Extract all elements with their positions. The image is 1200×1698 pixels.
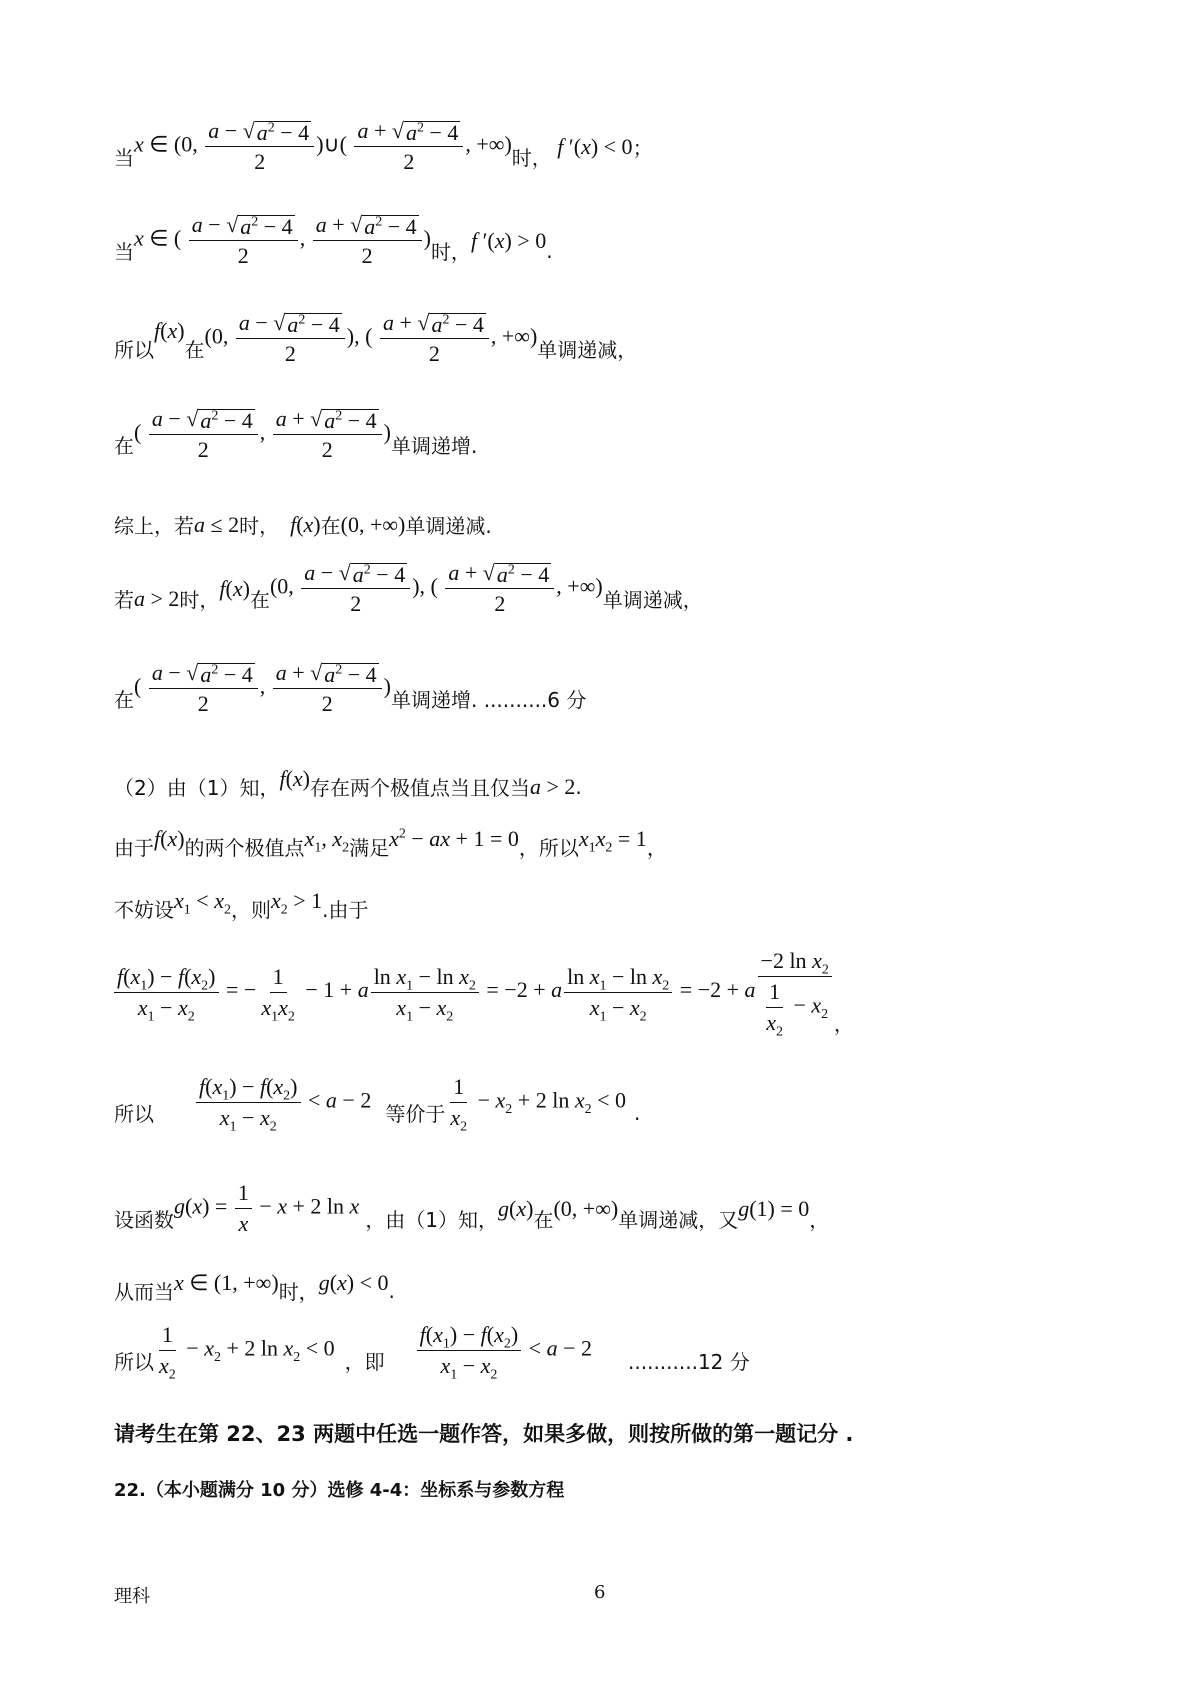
- case-decreasing-line: [114, 118, 653, 175]
- text-dengjia: 等价于: [385, 1102, 446, 1126]
- text-manzu: 满足: [349, 836, 390, 860]
- text-summary-prefix: 综上，若: [114, 514, 194, 538]
- text-shi: 时，: [278, 1280, 319, 1304]
- text-dang: 当: [114, 240, 134, 264]
- math-interval-union: x ∈ (0, a − √ $a^2 - 4$ 2 )∪( a + √ $a^2 - 4$ 2 , +∞): [134, 118, 512, 174]
- math-fx: f(x): [154, 825, 185, 851]
- math-difference-quotient: $\frac{f(x_1) - f(x_2)}{x_1 - x_2}$ = − $\frac{1}{x_1x_2}$ − 1 + a $\frac{\ln x_1 - \ln x_2}{x_1 - x_2}$ = −2 + a $\frac{\ln x_1 - \ln x_2}{x_1 - x_2}$ = −2 + a −2 $\ln x_2$ $\frac{1}{x_2}$ − $x_2$: [112, 948, 834, 1036]
- text-comma: ，: [809, 1208, 830, 1232]
- text-period: .: [575, 774, 582, 799]
- conclusion-increasing-line: [114, 406, 477, 463]
- text-dec-period: 单调递减.: [405, 514, 492, 538]
- text-ji: ，即: [344, 1350, 385, 1374]
- math-gx: g(x): [498, 1195, 534, 1221]
- math-fprime-positive: f ′(x) > 0: [470, 227, 547, 253]
- math-fx: f(x): [219, 575, 250, 601]
- math-interval: (0, +∞): [340, 511, 406, 537]
- text-period: .: [634, 1100, 641, 1125]
- text-congerdang: 从而当: [114, 1280, 174, 1304]
- text-zai: 在: [184, 338, 205, 362]
- assumption-line: [114, 887, 369, 923]
- text-youyu: 由于: [114, 836, 154, 860]
- math-inequality-b: $\frac{1}{x_2}$ − $x_2 + 2$ $\ln x_2 < 0$: [159, 1322, 335, 1383]
- part2-line: [114, 765, 582, 801]
- math-gx-definition: g(x) = $\frac{1}{x}$ − x + 2 ln x: [174, 1180, 360, 1236]
- define-g-line: [114, 1180, 829, 1237]
- math-g1: g(1) = 0: [738, 1195, 810, 1221]
- text-suoyi: 所以: [114, 1350, 154, 1374]
- case-a-gt-2-increasing-line: [114, 660, 586, 717]
- text-ze: ，则: [230, 898, 271, 922]
- text-zai: 在: [533, 1208, 554, 1232]
- text-suoyi: 所以: [114, 338, 154, 362]
- math-x2-gt-1: $x_2 > 1$: [270, 887, 323, 917]
- math-fx: f(x): [290, 511, 321, 537]
- math-interval: x ∈ ( a − √ $a^2 - 4$ 2 , a + √ $a^2 - 4$ 2 ): [134, 212, 431, 268]
- math-fx: f(x): [279, 765, 310, 791]
- math-x1x2: $x_1$, $x_2$: [304, 825, 350, 855]
- instruction-text: 请考生在第 22、23 两题中任选一题作答，如果多做，则按所做的第一题记分 .: [114, 1422, 854, 1446]
- text-ruo: 若: [114, 588, 134, 612]
- text-you: 单调递减，又: [618, 1208, 739, 1232]
- math-fx: f(x): [154, 317, 185, 343]
- text-shehanshu: 设函数: [114, 1208, 174, 1232]
- text-you1zhi: ，由（1）知，: [365, 1208, 499, 1232]
- text-two-extreme: 的两个极值点: [184, 836, 305, 860]
- extreme-points-line: [114, 825, 667, 861]
- text-dec: 单调递减，: [537, 338, 638, 362]
- text-inc-score: 单调递增. ..........6 分: [391, 688, 587, 712]
- math-intervals: (0, a − √ $a^2 - 4$ 2 ), ( a + √ $a^2 - 4$ 2 , +∞): [204, 310, 538, 366]
- text-shi: 时，: [511, 146, 552, 170]
- question-22-heading: 22.（本小题满分 10 分）选修 4-4：坐标系与参数方程: [114, 1480, 565, 1501]
- math-a-gt-2: a > 2: [134, 585, 180, 611]
- case-increasing-line: [114, 212, 553, 269]
- footer-page-number: 6: [594, 1582, 606, 1603]
- math-interval: ( a − √ $a^2 - 4$ 2 , a + √ $a^2 - 4$ 2 ): [134, 406, 391, 462]
- difference-quotient-equation: [112, 948, 854, 1040]
- text-suoyi-comma: ，所以: [518, 836, 579, 860]
- summary-line: [114, 510, 492, 539]
- text-zai: 在: [320, 514, 341, 538]
- math-x1-lt-x2: $x_1 < x_2$: [174, 887, 231, 917]
- text-semicolon: ；: [632, 136, 653, 160]
- case-a-gt-2-line: [114, 560, 703, 617]
- text-zai: 在: [114, 688, 134, 712]
- math-a-le-2: a ≤ 2: [194, 511, 240, 537]
- text-dec: 单调递减，: [602, 588, 703, 612]
- math-intervals: (0, a − √ $a^2 - 4$ 2 ), ( a + √ $a^2 - 4$ 2 , +∞): [269, 560, 603, 616]
- text-comma: ，: [646, 836, 667, 860]
- conclusion-decreasing-line: [114, 310, 637, 367]
- text-period: .: [388, 1278, 395, 1303]
- math-inequality-a: $\frac{f(x_1) - f(x_2)}{x_1 - x_2}$ < a − 2: [415, 1322, 592, 1379]
- math-interval: (0, +∞): [553, 1195, 619, 1221]
- math-gx-negative: g(x) < 0: [318, 1269, 389, 1295]
- text-shi: 时，: [179, 588, 220, 612]
- math-a-gt-2: a > 2: [530, 773, 576, 799]
- math-interval: ( a − √ $a^2 - 4$ 2 , a + √ $a^2 - 4$ 2 ): [134, 660, 391, 716]
- text-inc: 单调递增.: [391, 434, 478, 458]
- text-bufang: 不妨设: [114, 898, 174, 922]
- math-quadratic: $x^2$ − ax + 1 = 0: [389, 825, 519, 851]
- text-period: .: [546, 238, 553, 263]
- math-inequality-a: $\frac{f(x_1) - f(x_2)}{x_1 - x_2}$ < a − 2: [194, 1074, 371, 1131]
- math-inequality-b: $\frac{1}{x_2}$ − $x_2 + 2$ $\ln x_2 < 0$: [450, 1074, 627, 1135]
- text-part2-prefix: （2）由（1）知，: [114, 776, 280, 800]
- math-fprime-negative: f ′(x) < 0: [557, 133, 633, 159]
- text-comma: ，: [833, 1011, 854, 1036]
- text-youyu2: .由于: [322, 898, 369, 922]
- final-line: [114, 1322, 750, 1383]
- equivalence-line: [114, 1074, 641, 1135]
- text-suoyi: 所以: [114, 1102, 154, 1126]
- text-dang: 当: [114, 146, 134, 170]
- text-zai: 在: [249, 588, 270, 612]
- footer-subject: 理科: [114, 1586, 150, 1607]
- math-product: $x_1x_2 = 1$: [578, 825, 647, 855]
- text-shi: 时，: [430, 240, 471, 264]
- text-shi: 时，: [239, 514, 280, 538]
- text-zai: 在: [114, 434, 134, 458]
- text-part2-mid: 存在两个极值点当且仅当: [310, 776, 530, 800]
- text-score12: ...........12 分: [628, 1350, 750, 1374]
- math-x-interval: x ∈ (1, +∞): [174, 1269, 279, 1295]
- conclusion-g-line: [114, 1269, 395, 1305]
